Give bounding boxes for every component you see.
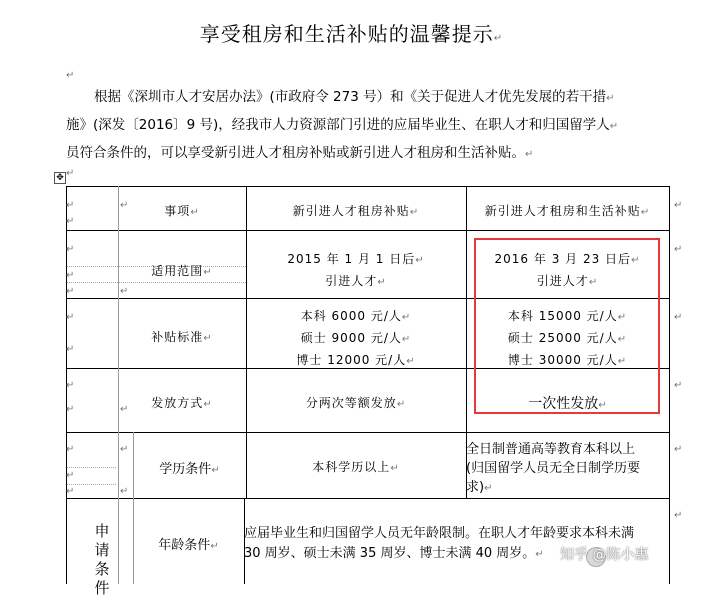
paragraph-mark: ↵ <box>674 200 683 211</box>
scope-rent-subsidy: 2015 年 1 月 1 日后↵ 引进人才↵ <box>287 252 425 288</box>
age-condition-text: 应届毕业生和归国留学人员无年龄限制。在职人才年龄要求本科未满 30 周岁、硕士未满 35 周岁、博士未满 40 周岁。↵ <box>244 526 635 561</box>
watermark: 知乎 @陈小惠 <box>560 547 649 563</box>
standard-rent-subsidy: 本科 6000 元/人↵ 硕士 9000 元/人↵ 博士 12000 元/人↵ <box>296 309 416 367</box>
method-rent-subsidy: 分两次等额发放↵ <box>305 396 407 410</box>
paragraph-mark: ↵ <box>66 344 75 355</box>
paragraph-mark: ↵ <box>120 200 129 211</box>
table-rule <box>66 498 669 499</box>
paragraph-mark: ↵ <box>66 404 75 415</box>
paragraph-mark: ↵ <box>66 216 75 227</box>
table-border-top <box>66 186 669 187</box>
paragraph-mark: ↵ <box>66 270 75 281</box>
paragraph-mark: ↵ <box>120 286 129 297</box>
cell-guide <box>66 467 116 468</box>
paragraph-mark: ↵ <box>66 470 75 481</box>
header-rent-living-subsidy: 新引进人才租房和生活补贴↵ <box>484 204 651 218</box>
education-rent-subsidy: 本科学历以上↵ <box>312 460 400 474</box>
paragraph-mark: ↵ <box>66 286 75 297</box>
method-rent-living-subsidy: 一次性发放↵ <box>528 396 607 412</box>
intro-line-2: 施》(深发〔2016〕9 号)，经我市人力资源部门引进的应届毕业生、在职人才和归国留学人↵ <box>66 117 619 133</box>
education-rent-living-subsidy: 全日制普通高等教育本科以上 (归国留学人员无全日制学历要 求)↵ <box>466 442 641 495</box>
intro-line-3: 员符合条件的，可以享受新引进人才租房补贴或新引进人才租房和生活补贴。↵ <box>66 145 534 161</box>
table-rule <box>118 186 119 584</box>
paragraph-mark: ↵ <box>120 486 129 497</box>
cell-guide <box>66 282 246 283</box>
highlight-box <box>474 238 660 414</box>
standard-label: 补贴标准↵ <box>151 330 213 344</box>
application-conditions-label: 申 请 条 件 <box>94 522 110 597</box>
paragraph-mark: ↵ <box>674 312 683 323</box>
scope-label: 适用范围↵ <box>151 264 213 278</box>
header-rent-subsidy: 新引进人才租房补贴↵ <box>292 204 420 218</box>
intro-line-1: 根据《深圳市人才安居办法》(市政府令 273 号）和《关于促进人才优先发展的若干措↵ <box>94 89 615 105</box>
table-rule <box>66 230 669 231</box>
age-label: 年龄条件↵ <box>158 538 219 553</box>
standard-rent-living-subsidy: 本科 15000 元/人↵ 硕士 25000 元/人↵ 博士 30000 元/人↵ <box>507 309 628 367</box>
move-handle-icon[interactable]: ✥ <box>54 172 66 184</box>
table-rule <box>133 432 134 584</box>
paragraph-mark: ↵ <box>674 444 683 455</box>
method-label: 发放方式↵ <box>151 396 213 410</box>
scope-rent-living-subsidy: 2016 年 3 月 23 日后↵ 引进人才↵ <box>494 252 641 288</box>
paragraph-mark: ↵ <box>66 244 75 255</box>
cell-guide <box>66 484 116 485</box>
paragraph-mark: ↵ <box>66 200 75 211</box>
paragraph-mark: ↵ <box>674 510 683 521</box>
header-item: 事项↵ <box>164 204 200 218</box>
intro-paragraph <box>66 84 666 168</box>
paragraph-mark: ↵ <box>66 70 75 81</box>
paragraph-mark: ↵ <box>120 444 129 455</box>
table-border-right <box>669 186 670 584</box>
education-label: 学历条件↵ <box>159 462 220 477</box>
paragraph-mark: ↵ <box>120 404 129 415</box>
paragraph-mark: ↵ <box>66 168 75 179</box>
paragraph-mark: ↵ <box>66 486 75 497</box>
paragraph-mark: ↵ <box>674 244 683 255</box>
paragraph-mark: ↵ <box>674 380 683 391</box>
table-rule <box>66 432 669 433</box>
paragraph-mark: ↵ <box>66 380 75 391</box>
paragraph-mark: ↵ <box>66 312 75 323</box>
page-title: 享受租房和生活补贴的温馨提示↵ <box>199 22 504 46</box>
paragraph-mark: ↵ <box>66 444 75 455</box>
